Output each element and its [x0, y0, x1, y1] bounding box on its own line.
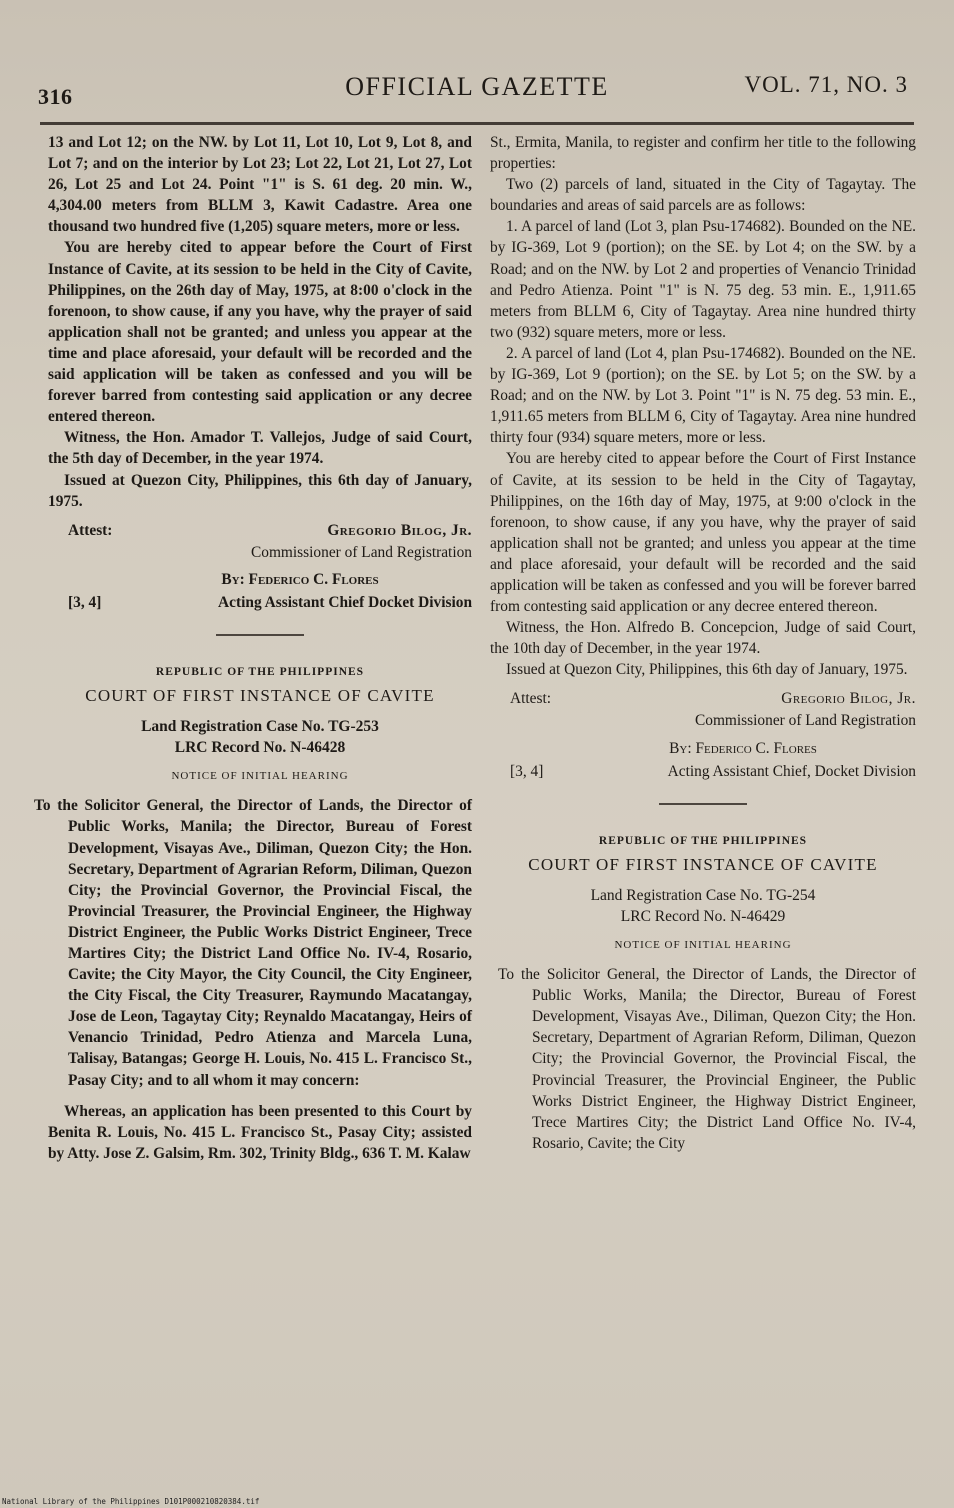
- right-column: [490, 132, 916, 1154]
- republic-heading: REPUBLIC OF THE PHILIPPINES: [598, 834, 808, 847]
- reference-row: [490, 761, 916, 783]
- section-divider: [216, 634, 304, 636]
- issue-reference: [3, 4]: [510, 762, 544, 780]
- notice-heading: NOTICE OF INITIAL HEARING: [614, 939, 792, 951]
- issued-paragraph: Issued at Quezon City, Philippines, this 6th day of January, 1975.: [506, 661, 908, 679]
- republic-heading: REPUBLIC OF THE PHILIPPINES: [155, 665, 365, 678]
- scan-footer: National Library of the Philippines D101P000210820384.tif: [2, 1497, 260, 1506]
- reference-row: [48, 592, 472, 614]
- application-continued: St., Ermita, Manila, to register and confirm her title to the following properties:: [490, 134, 916, 173]
- page-number: 316: [38, 84, 73, 109]
- left-column: [34, 132, 472, 1164]
- lot-description-continued: 13 and Lot 12; on the NW. by Lot 11, Lot 10, Lot 9, Lot 8, and Lot 7; and on the interior by Lot 23; Lot 22, Lot 21, Lot 27, Lot 26, Lot 25 and Lot 24. Point "1" is S. 61 deg. 20 min. W., 4,304.00 meters from BLLM 3, Kawit Cadastre. Area one thousand two hundred five (1,205) square meters, more or less.: [48, 134, 472, 236]
- whereas-paragraph: Whereas, an application has been presented to this Court by Benita R. Louis, No. 415 L. Francisco St., Pasay City; assisted by Atty. Jose Z. Galsim, Rm. 302, Trinity Bldg., 636 T. M. Kalaw: [48, 1102, 472, 1162]
- attest-row: [48, 520, 472, 542]
- attest-row: [490, 688, 916, 710]
- section-divider: [659, 803, 747, 805]
- notice-heading: NOTICE OF INITIAL HEARING: [171, 770, 349, 783]
- signatory-line: By: Federico C. Flores: [669, 739, 817, 757]
- commissioner-title: Commissioner of Land Registration: [251, 543, 472, 561]
- court-heading: COURT OF FIRST INSTANCE OF CAVITE: [528, 854, 878, 874]
- commissioner-title: Commissioner of Land Registration: [695, 712, 916, 730]
- lrc-record-number: LRC Record No. N-46429: [620, 907, 786, 925]
- court-heading: COURT OF FIRST INSTANCE OF CAVITE: [85, 685, 435, 705]
- parcel-2-description: 2. A parcel of land (Lot 4, plan Psu-174682). Bounded on the NE. by IG-369, Lot 9 (portion); on the SE. by Lot 5; on the SW. by a Road; and on the NW. by Lot 3. Point "1" is N. 75 deg. 53 min. E., 1,911.65 meters from BLLM 6, City of Tagaytay. Area nine hundred thirty four (934) square meters, more or less.: [490, 344, 916, 447]
- case-number: Land Registration Case No. TG-254: [590, 886, 816, 904]
- issued-paragraph: Issued at Quezon City, Philippines, this 6th day of January, 1975.: [48, 471, 472, 510]
- case-number: Land Registration Case No. TG-253: [141, 718, 379, 736]
- page-header: [38, 72, 916, 112]
- commissioner-name: Gregorio Bilog, Jr.: [781, 690, 916, 708]
- attest-label: Attest:: [68, 521, 113, 539]
- citation-paragraph: You are hereby cited to appear before the Court of First Instance of Cavite, at its session to be held in the City of Cavite, Philippines, on the 26th day of May, 1975, at 8:00 o'clock in the forenoon, to show cause, if any you have, why the prayer of said application shall not be granted; and unless you appear at the time and place aforesaid, your default will be recorded and the said application will be taken as confessed and you will be forever barred from contesting said application or any decree entered thereon.: [48, 239, 472, 426]
- commissioner-name: Gregorio Bilog, Jr.: [327, 521, 472, 539]
- header-rule: [40, 122, 914, 125]
- signatory-title: Acting Assistant Chief Docket Division: [218, 593, 472, 611]
- issue-reference: [3, 4]: [68, 593, 102, 611]
- signatory-line: By: Federico C. Flores: [221, 570, 379, 588]
- addressee-paragraph: To the Solicitor General, the Director of Lands, the Director of Public Works, Manila; the Director, Bureau of Forest Development, Visayas Ave., Diliman, Quezon City; the Hon. Secretary, Department of Agrarian Reform, Diliman, Quezon City; the Provincial Governor, the Provincial Fiscal, the Provincial Treasurer, the Provincial Engineer, the Public Works District Engineer, the Highway District Engineer, Trece Martires City; the District Land Office No. IV-4, Rosario, Cavite; the City: [498, 966, 916, 1152]
- attest-label: Attest:: [510, 690, 552, 708]
- volume-number: VOL. 71, NO. 3: [744, 72, 908, 97]
- signatory-title: Acting Assistant Chief, Docket Division: [667, 762, 916, 780]
- parcels-intro: Two (2) parcels of land, situated in the City of Tagaytay. The boundaries and areas of said parcels are as follows:: [490, 176, 916, 215]
- witness-paragraph: Witness, the Hon. Alfredo B. Concepcion, Judge of said Court, the 10th day of December, in the year 1974.: [490, 619, 916, 658]
- citation-paragraph: You are hereby cited to appear before the Court of First Instance of Cavite, at its session to be held in the City of Tagaytay, Philippines, on the 16th day of May, 1975, at 9:00 o'clock in the forenoon, to show cause, if any you have, why the prayer of said application shall not be granted; and unless you appear at the time and place aforesaid, your default will be recorded and the said application will be taken as confessed and you will be forever barred from contesting said application or any decree entered thereon.: [490, 450, 916, 616]
- witness-paragraph: Witness, the Hon. Amador T. Vallejos, Judge of said Court, the 5th day of December, in the year 1974.: [48, 429, 472, 468]
- publication-title: OFFICIAL GAZETTE: [345, 72, 609, 101]
- lrc-record-number: LRC Record No. N-46428: [174, 739, 346, 757]
- parcel-1-description: 1. A parcel of land (Lot 3, plan Psu-174682). Bounded on the NE. by IG-369, Lot 9 (portion); on the SE. by Lot 4; on the SW. by a Road; and on the NW. by Lot 2 and properties of Venancio Trinidad and Pedro Atienza. Point "1" is N. 75 deg. 53 min. E., 1,911.65 meters from BLLM 6, City of Tagaytay. Area nine hundred thirty two (932) square meters, more or less.: [490, 218, 916, 341]
- addressee-paragraph: To the Solicitor General, the Director of Lands, the Director of Public Works, Manila; the Director, Bureau of Forest Development, Visayas Ave., Diliman, Quezon City; the Hon. Secretary, Department of Agrarian Reform, Diliman, Quezon City; the Provincial Governor, the Provincial Fiscal, the Provincial Treasurer, the Provincial Engineer, the Highway District Engineer, the Public Works District Engineer, Trece Martires City; the District Land Office No. IV-4, Rosario, Cavite; the City Mayor, the City Council, the City Engineer, the City Fiscal, the City Treasurer, Raymundo Macatangay, Jose de Leon, Tagaytay City; Reynaldo Macatangay, Heirs of Venancio Trinidad, Pedro Atienza and Marcela Luna, Talisay, Batangas; George H. Louis, No. 415 L. Francisco St., Pasay City; and to all whom it may concern:: [34, 797, 472, 1089]
